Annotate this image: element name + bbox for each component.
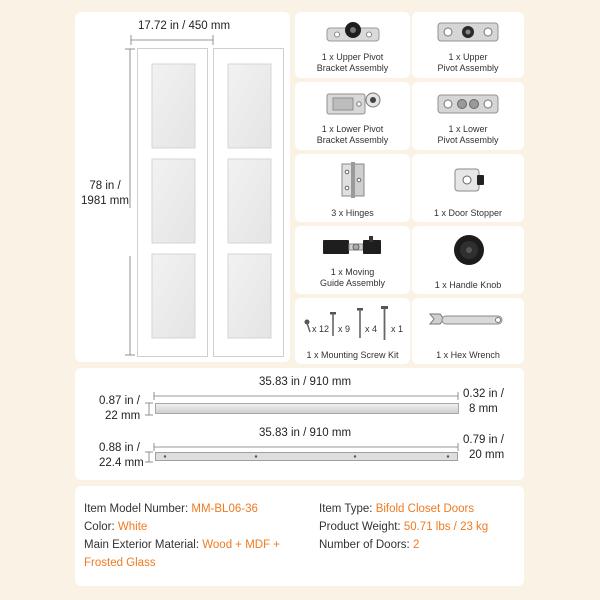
part-label-line1: 1 x Upper bbox=[448, 52, 488, 62]
spec-weight-label: Product Weight: bbox=[319, 521, 401, 533]
top-track-right-dim-line2: 8 mm bbox=[469, 403, 498, 415]
bifold-door-panels bbox=[137, 48, 285, 358]
bottom-track-left-dim-line1: 0.88 in / bbox=[99, 442, 140, 454]
part-tile-upper-pivot bbox=[412, 12, 524, 78]
spec-material-row bbox=[84, 538, 280, 552]
tracks-card bbox=[75, 368, 524, 480]
screw-large bbox=[381, 306, 388, 340]
top-track-length-label: 35.83 in / 910 mm bbox=[258, 376, 352, 388]
screw-count-1: x 12 bbox=[312, 324, 330, 334]
part-tile-door-stopper bbox=[412, 154, 524, 222]
door-height-label-line1: 78 in / bbox=[89, 180, 121, 192]
door-height-dimension-line bbox=[125, 48, 135, 356]
door-width-label: 17.72 in / 450 mm bbox=[137, 20, 231, 32]
handle-knob-icon bbox=[452, 230, 486, 270]
top-track-right-dim-line1: 0.32 in / bbox=[463, 388, 504, 400]
screw-small bbox=[305, 320, 311, 333]
part-label-line1: 1 x Lower bbox=[448, 124, 488, 134]
spec-weight-value: 50.71 lbs / 23 kg bbox=[403, 521, 489, 533]
top-track-left-dim-line1: 0.87 in / bbox=[99, 395, 140, 407]
spec-material-value-line1: Wood + MDF + bbox=[202, 539, 281, 551]
hex-wrench-icon bbox=[426, 310, 510, 332]
door-height-label-line2: 1981 mm bbox=[81, 195, 129, 207]
door-width-dimension-line bbox=[130, 34, 214, 46]
hinge-icon bbox=[338, 160, 368, 200]
part-tile-handle-knob bbox=[412, 226, 524, 294]
specs-card bbox=[75, 486, 524, 586]
part-tile-lower-pivot-bracket bbox=[295, 82, 410, 150]
moving-guide-icon bbox=[321, 234, 385, 260]
bottom-track-bar bbox=[155, 452, 459, 462]
top-track-bar bbox=[155, 403, 459, 414]
part-tile-moving-guide bbox=[295, 226, 410, 294]
part-label-line1: 3 x Hinges bbox=[331, 208, 374, 218]
spec-weight-row bbox=[319, 520, 488, 534]
part-label-line1: 1 x Upper Pivot bbox=[321, 52, 384, 62]
bottom-track-left-dim-line2: 22.4 mm bbox=[99, 457, 144, 469]
screw-long bbox=[357, 308, 363, 338]
screw-medium bbox=[330, 312, 336, 336]
doors-card bbox=[75, 12, 290, 362]
spec-material-label: Main Exterior Material: bbox=[84, 539, 200, 551]
lower-pivot-icon bbox=[436, 90, 500, 118]
spec-type-label: Item Type: bbox=[319, 503, 373, 515]
part-label-line2: Pivot Assembly bbox=[437, 135, 499, 145]
part-label-line2: Bracket Assembly bbox=[316, 135, 389, 145]
bottom-track-right-dim-line1: 0.79 in / bbox=[463, 434, 504, 446]
spec-type-value: Bifold Closet Doors bbox=[375, 503, 475, 515]
top-track-left-dim-line2: 22 mm bbox=[105, 410, 141, 422]
door-stopper-icon bbox=[452, 166, 486, 196]
spec-doors-row bbox=[319, 538, 419, 552]
screw-count-2: x 9 bbox=[338, 324, 351, 334]
part-label-line2: Bracket Assembly bbox=[316, 63, 389, 73]
part-tile-hex-wrench bbox=[412, 298, 524, 364]
spec-doors-value: 2 bbox=[412, 539, 420, 551]
bottom-track-length-line bbox=[153, 443, 459, 451]
spec-material-value-line2: Frosted Glass bbox=[84, 557, 156, 569]
part-label-line1: 1 x Lower Pivot bbox=[321, 124, 384, 134]
part-tile-upper-pivot-bracket bbox=[295, 12, 410, 78]
part-tile-hinges bbox=[295, 154, 410, 222]
bottom-track-thickness-bracket bbox=[145, 451, 153, 463]
spec-color-row bbox=[84, 520, 147, 534]
part-tile-screw-kit bbox=[295, 298, 410, 364]
door-panel-left bbox=[138, 49, 208, 357]
bottom-track-right-dim-line2: 20 mm bbox=[469, 449, 505, 461]
lower-pivot-bracket-icon bbox=[323, 88, 383, 118]
spec-model-value: MM-BL06-36 bbox=[191, 503, 258, 515]
bottom-track-length-label: 35.83 in / 910 mm bbox=[258, 427, 352, 439]
part-label-line2: Guide Assembly bbox=[319, 278, 386, 288]
upper-pivot-bracket-icon bbox=[325, 18, 381, 46]
screw-count-3: x 4 bbox=[365, 324, 378, 334]
part-label-line1: 1 x Handle Knob bbox=[434, 280, 502, 290]
spec-type-row bbox=[319, 502, 474, 516]
top-track-thickness-bracket bbox=[145, 402, 153, 416]
door-panel-right bbox=[214, 49, 284, 357]
part-tile-lower-pivot bbox=[412, 82, 524, 150]
part-label-line2: Pivot Assembly bbox=[437, 63, 499, 73]
spec-model-label: Item Model Number: bbox=[84, 503, 189, 515]
part-label-line1: 1 x Door Stopper bbox=[433, 208, 503, 218]
spec-model-row bbox=[84, 502, 258, 516]
spec-color-label: Color: bbox=[84, 521, 115, 533]
top-track-length-line bbox=[153, 392, 459, 400]
part-label-line1: 1 x Hex Wrench bbox=[436, 350, 500, 360]
part-label-line1: 1 x Moving bbox=[330, 267, 375, 277]
screw-count-4: x 1 bbox=[391, 324, 404, 334]
spec-doors-label: Number of Doors: bbox=[319, 539, 410, 551]
part-label-line1: 1 x Mounting Screw Kit bbox=[306, 350, 399, 360]
spec-color-value: White bbox=[117, 521, 148, 533]
upper-pivot-icon bbox=[436, 18, 500, 46]
